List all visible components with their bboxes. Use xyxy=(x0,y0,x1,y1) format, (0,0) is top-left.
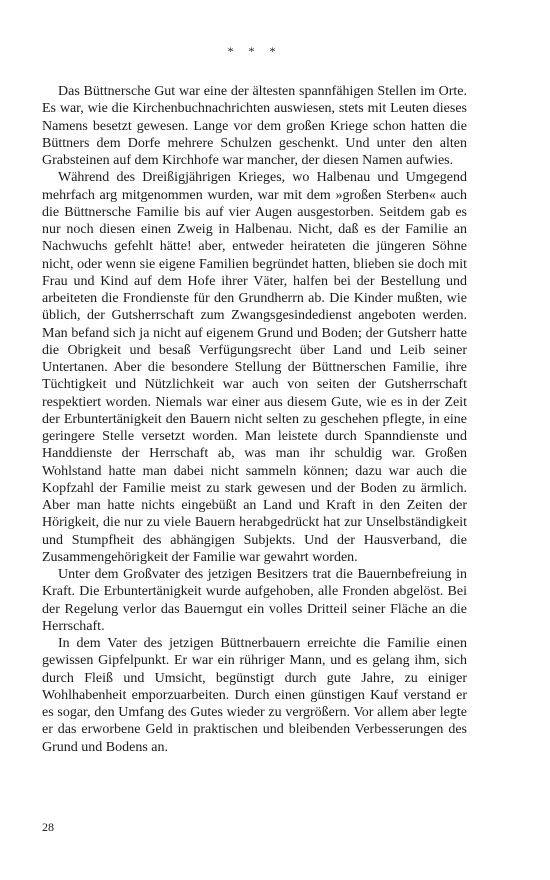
body-text xyxy=(42,83,467,756)
section-separator: * * * xyxy=(227,44,282,58)
paragraph: In dem Vater des jetzigen Büttnerbauern erreichte die Familie einen gewissen Gipfelpunkt. Er war ein rühriger Mann, und es gelang ihm, sich durch Fleiß und Umsicht, begünstigt durch gute Jahre, zu einiger Wohlhabenheit emporzuarbeiten. Durch einen günstigen Kauf verstand er es sogar, den Umfang des Gutes wieder zu vergrößern. Vor allem aber legte er das erworbene Geld in praktischen und bleibenden Verbesserungen des Grund und Bodens an. xyxy=(42,636,467,755)
paragraph: Während des Dreißigjährigen Krieges, wo Halbenau und Umgegend mehrfach arg mitgenommen wurden, war mit dem »großen Sterben« auch die Büttnersche Familie bis auf vier Augen ausgestorben. Seitdem gab es nur noch diesen einen Zweig in Halbenau. Nicht, daß es der Familie an Nachwuchs gefehlt hätte! aber, entweder heirateten die jüngeren Söhne nicht, oder wenn sie eigene Familien begründet hatten, blieben sie doch mit Frau und Kind auf dem Hofe ihrer Väter, halfen bei der Bestellung und arbeiteten die Frondienste für den Grundherrn ab. Die Kinder mußten, wie üblich, der Gutsherrschaft zum Zwangsgesindedienst angeboten werden. Man befand sich ja nicht auf eigenem Grund und Boden; der Gutsherr hatte die Obrigkeit und besaß Verfügungsrecht über Land und Leib seiner Untertanen. Aber die besondere Stellung der Büttnerschen Familie, ihre Tüchtigkeit und Nützlichkeit war auch von seiten der Gutsherrschaft respektiert worden. Niemals war einer aus diesem Gute, wie es in der Zeit der Erbuntertänigkeit den Bauern nicht selten zu geschehen pflegte, in eine geringere Stelle versetzt worden. Man leistete durch Spanndienste und Handdienste der Herrschaft ab, was man ihr schuldig war. Großen Wohlstand hatte man dabei nicht sammeln können; dazu war auch die Kopfzahl der Familie meist zu stark gewesen und der Boden zu ärmlich. Aber man hatte nichts eingebüßt an Land und Kraft in den Zeiten der Hörigkeit, die nur zu viele Bauern herabgedrückt hat zur Unselbständigkeit und Stumpfheit des abhängigen Subjekts. Und der Hausverband, die Zusammengehörigkeit der Familie war gewahrt worden. xyxy=(42,170,467,565)
paragraph: Unter dem Großvater des jetzigen Besitzers trat die Bauernbefreiung in Kraft. Die Erbuntertänigkeit wurde aufgehoben, alle Fronden abgelöst. Bei der Regelung verlor das Bauerngut ein volles Dritteil seiner Fläche an die Herrschaft. xyxy=(42,567,467,634)
page-number: 28 xyxy=(42,820,54,834)
paragraph: Das Büttnersche Gut war eine der ältesten spannfähigen Stellen im Orte. Es war, wie die Kirchenbuchnachrichten auswiesen, stets mit Leuten dieses Namens besetzt gewesen. Lange vor dem großen Kriege schon hatten die Büttners dem Dorfe mehrere Schulzen geschenkt. Und unter den alten Grabsteinen auf dem Kirchhofe war mancher, der diesen Namen aufwies. xyxy=(42,84,467,168)
book-page xyxy=(42,0,467,880)
